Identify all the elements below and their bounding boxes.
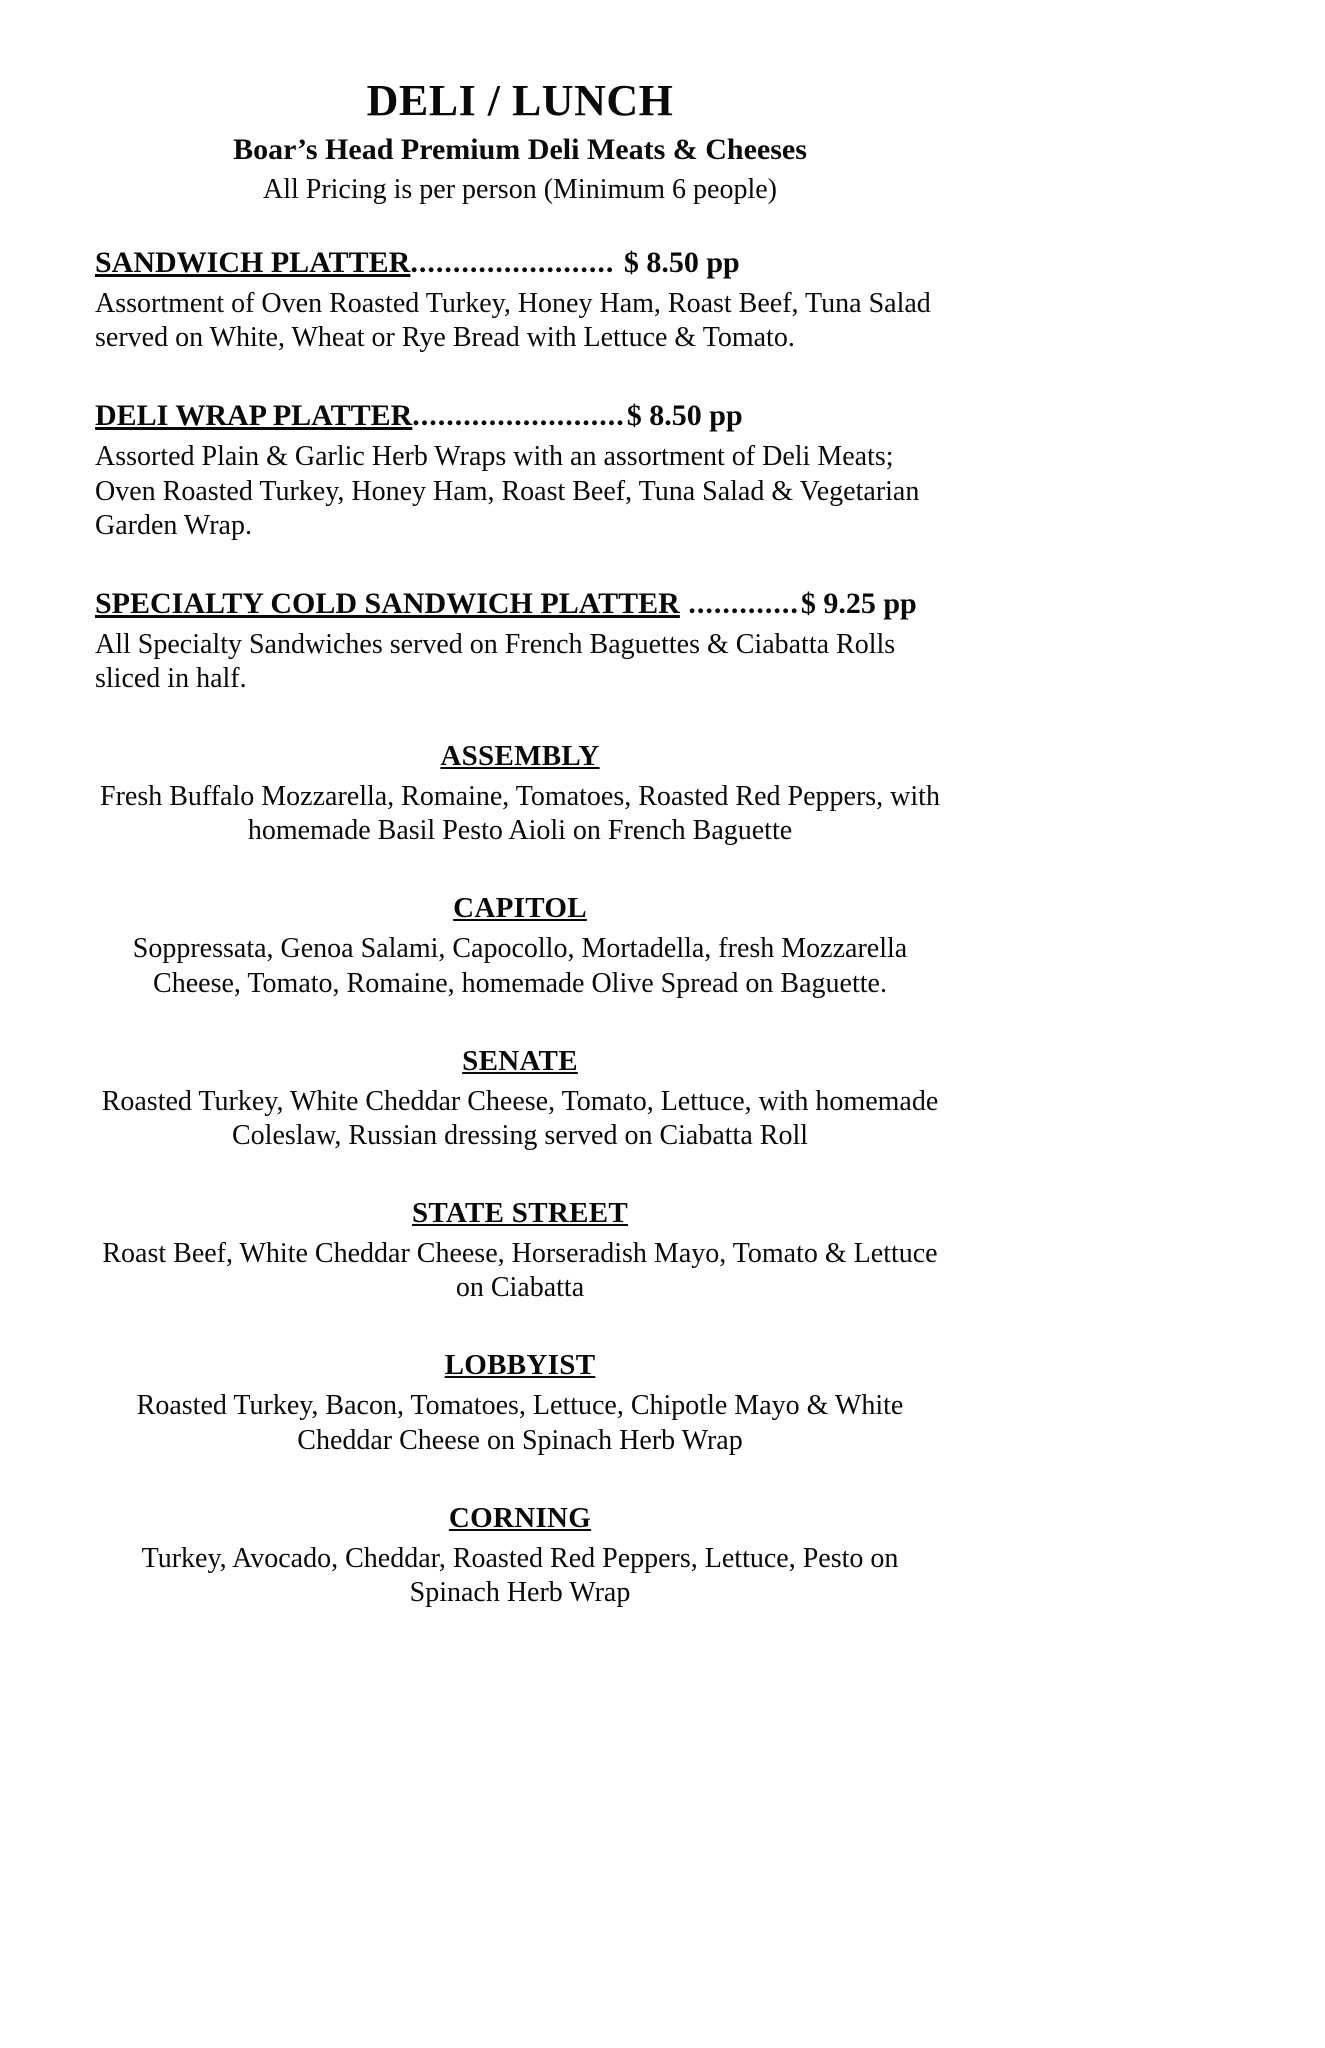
platter-name: SPECIALTY COLD SANDWICH PLATTER	[95, 586, 680, 620]
menu-section-deli-wrap-platter	[95, 399, 945, 542]
pricing-note: All Pricing is per person (Minimum 6 people)	[262, 173, 778, 205]
page-subtitle: Boar’s Head Premium Deli Meats & Cheeses	[233, 133, 807, 167]
platter-heading	[95, 399, 945, 433]
menu-section-specialty-cold-sandwich-platter	[95, 587, 945, 696]
sandwich-description: Roasted Turkey, Bacon, Tomatoes, Lettuce, Chipotle Mayo & White Cheddar Cheese on Spinach Herb Wrap	[136, 1390, 904, 1456]
platter-description: Assortment of Oven Roasted Turkey, Honey Ham, Roast Beef, Tuna Salad served on White, Wheat or Rye Bread with Lettuce & Tomato.	[95, 288, 931, 354]
platter-price: $ 9.25 pp	[800, 586, 917, 620]
sandwich-description: Turkey, Avocado, Cheddar, Roasted Red Peppers, Lettuce, Pesto on Spinach Herb Wrap	[141, 1542, 899, 1608]
menu-section-capitol	[95, 892, 945, 1000]
menu-section-corning	[95, 1502, 945, 1610]
platter-heading	[95, 246, 945, 280]
sandwich-name: ASSEMBLY	[440, 740, 600, 773]
sandwich-description: Soppressata, Genoa Salami, Capocollo, Mortadella, fresh Mozzarella Cheese, Tomato, Romaine, homemade Olive Spread on Baguette.	[132, 933, 908, 999]
dot-leader: .........................	[412, 399, 625, 433]
sandwich-name: CAPITOL	[453, 892, 587, 925]
menu-section-state-street	[95, 1197, 945, 1305]
platter-price: $ 8.50 pp	[626, 399, 743, 433]
dot-leader: ........................	[410, 246, 615, 280]
platter-name: DELI WRAP PLATTER	[95, 399, 413, 433]
platter-price: $ 8.50 pp	[616, 246, 740, 280]
sandwich-name: SENATE	[462, 1044, 578, 1077]
menu-header	[95, 78, 945, 204]
sandwich-description: Roasted Turkey, White Cheddar Cheese, Tomato, Lettuce, with homemade Coleslaw, Russian dressing served on Ciabatta Roll	[101, 1085, 939, 1151]
sandwich-name: CORNING	[448, 1501, 592, 1534]
sandwich-description: Roast Beef, White Cheddar Cheese, Horseradish Mayo, Tomato & Lettuce on Ciabatta	[102, 1238, 938, 1304]
platter-description: Assorted Plain & Garlic Herb Wraps with an assortment of Deli Meats; Oven Roasted Turkey, Honey Ham, Roast Beef, Tuna Salad & Vegetarian Garden Wrap.	[95, 441, 920, 541]
menu-section-assembly	[95, 740, 945, 848]
platter-description: All Specialty Sandwiches served on French Baguettes & Ciabatta Rolls sliced in half.	[95, 628, 896, 695]
dot-leader: .............	[679, 586, 799, 620]
platter-name: SANDWICH PLATTER	[95, 246, 411, 280]
sandwich-name: LOBBYIST	[444, 1349, 596, 1382]
platter-heading	[95, 587, 945, 621]
menu-section-sandwich-platter	[95, 246, 945, 355]
menu-section-lobbyist	[95, 1349, 945, 1457]
menu-section-senate	[95, 1045, 945, 1153]
sandwich-description: Fresh Buffalo Mozzarella, Romaine, Tomatoes, Roasted Red Peppers, with homemade Basil Pesto Aioli on French Baguette	[100, 781, 940, 847]
sandwich-name: STATE STREET	[411, 1197, 629, 1230]
page-title: DELI / LUNCH	[366, 76, 674, 125]
